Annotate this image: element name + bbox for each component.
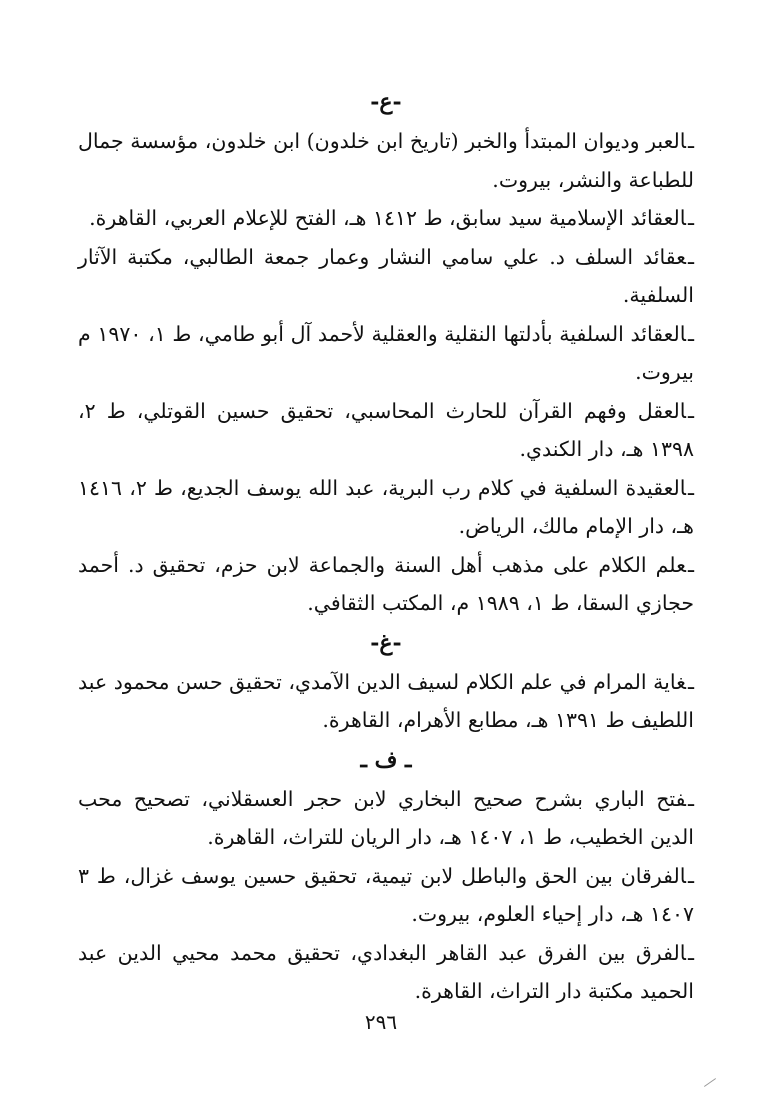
list-item [78,934,694,1011]
list-item [78,663,694,740]
entry-text: العقائد السلفية بأدلتها النقلية والعقلية لأحمد آل أبو طامي، ط ١، ١٩٧٠ م بيروت. [78,321,694,384]
list-item [78,199,694,238]
list-item [78,392,694,469]
section-heading: -غ- [370,629,402,656]
entry-dash: ـ [687,129,694,153]
section-fa [78,740,694,1011]
section-ghain [78,623,694,740]
entry-dash: ـ [687,321,694,346]
entry-dash: ـ [687,669,694,694]
entry-dash: ـ [687,206,694,230]
list-item [78,238,694,315]
entry-dash: ـ [687,863,694,888]
section-heading: -ع- [370,89,402,115]
entry-text: الفرق بين الفرق عبد القاهر البغدادي، تحقيق محمد محيي الدين عبد الحميد مكتبة دار التراث، القاهرة. [78,940,694,1003]
entry-text: غاية المرام في علم الكلام لسيف الدين الآمدي، تحقيق حسن محمود عبد اللطيف ط ١٣٩١ هـ، مطابع الأهرام، القاهرة. [78,669,694,732]
entry-text: العقيدة السلفية في كلام رب البرية، عبد الله يوسف الجديع، ط ٢، ١٤١٦ هـ، دار الإمام مالك، الرياض. [78,475,694,538]
entry-text: عقائد السلف د. علي سامي النشار وعمار جمعة الطالبي، مكتبة الآثار السلفية. [78,244,694,307]
entry-dash: ـ [687,552,694,577]
list-item [78,315,694,392]
entry-text: فتح الباري بشرح صحيح البخاري لابن حجر العسقلاني، تصحيح محب الدين الخطيب، ط ١، ١٤٠٧ هـ، دار الريان للتراث، القاهرة. [78,786,694,849]
entry-text: العبر وديوان المبتدأ والخبر (تاريخ ابن خلدون) ابن خلدون، مؤسسة جمال للطباعة والنشر، بيروت. [78,129,694,192]
list-item [78,546,694,623]
entry-text: الفرقان بين الحق والباطل لابن تيمية، تحقيق حسين يوسف غزال، ط ٣ ١٤٠٧ هـ، دار إحياء العلوم، بيروت. [78,863,694,926]
entry-dash: ـ [687,786,694,811]
section-ain [78,82,694,623]
list-item [78,122,694,199]
list-item [78,469,694,546]
page-number: ٢٩٦ [364,1010,398,1034]
list-item [78,857,694,934]
entry-dash: ـ [687,940,694,965]
entry-dash: ـ [687,398,694,423]
entry-text: العقل وفهم القرآن للحارث المحاسبي، تحقيق حسين القوتلي، ط ٢، ١٣٩٨ هـ، دار الكندي. [78,398,694,461]
list-item [78,780,694,857]
bibliography-page [78,82,694,1011]
entry-text: علم الكلام على مذهب أهل السنة والجماعة لابن حزم، تحقيق د. أحمد حجازي السقا، ط ١، ١٩٨٩ م، المكتب الثقافي. [78,552,694,615]
entry-dash: ـ [687,244,694,269]
entry-text: العقائد الإسلامية سيد سابق، ط ١٤١٢ هـ، الفتح للإعلام العربي، القاهرة. [89,206,686,230]
scan-mark [704,1078,716,1087]
entry-dash: ـ [687,475,694,500]
section-heading: ـ ف ـ [360,746,412,773]
